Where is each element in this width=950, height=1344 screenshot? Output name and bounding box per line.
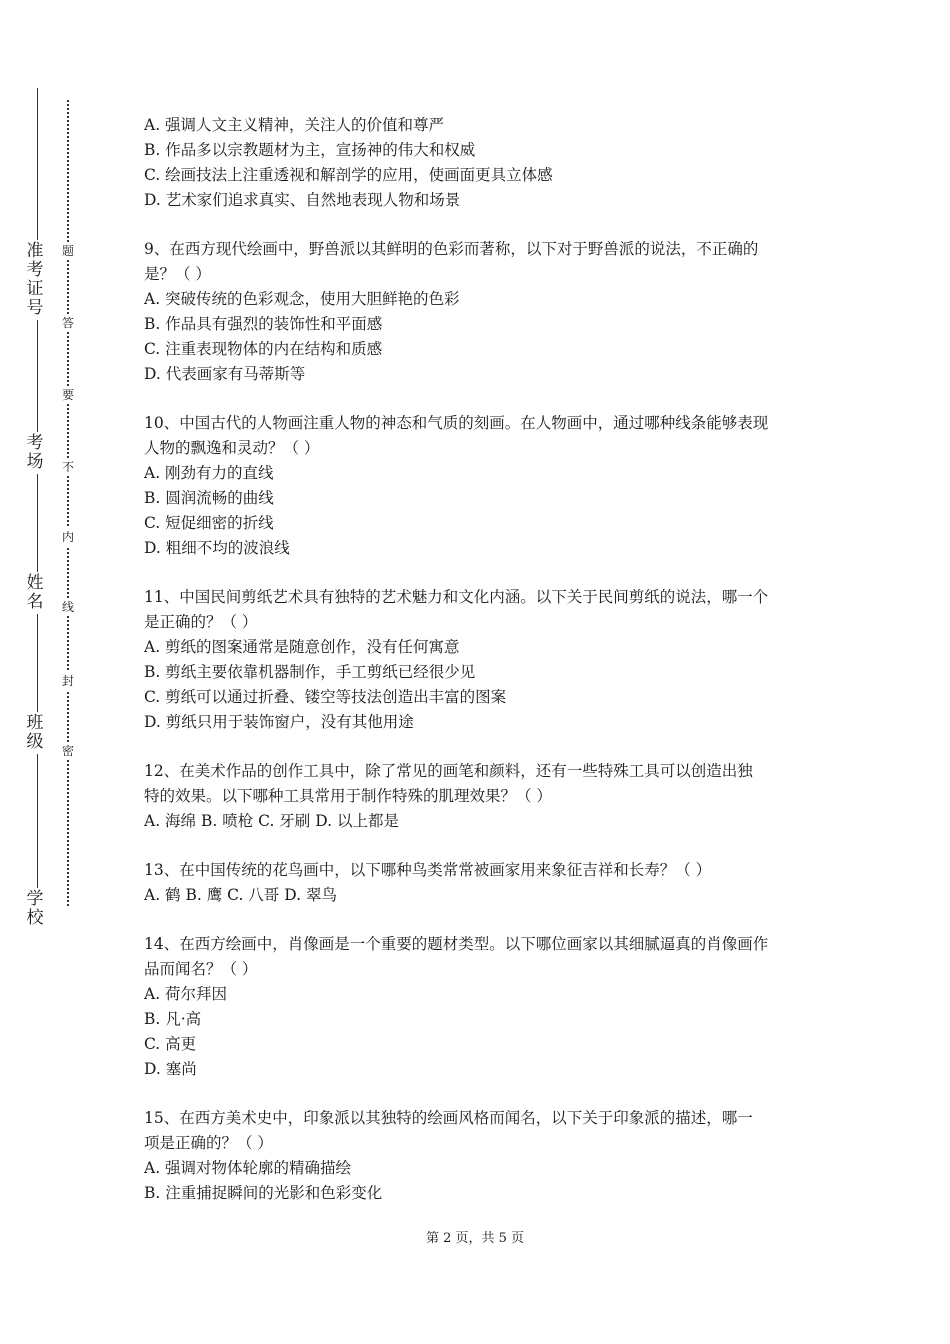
- option-line: D. 剪纸只用于装饰窗户，没有其他用途: [144, 713, 414, 731]
- option-line: A. 荷尔拜因: [144, 985, 228, 1003]
- seal-char: 答: [58, 314, 78, 332]
- option-line: B. 作品多以宗教题材为主，宣扬神的伟大和权威: [144, 141, 476, 159]
- question-stem-line: 是正确的？（ ）: [144, 613, 258, 631]
- question-stem-line: 9、在西方现代绘画中，野兽派以其鲜明的色彩而著称，以下对于野兽派的说法，不正确的: [144, 240, 759, 258]
- field-label-name: 姓名: [20, 572, 50, 614]
- option-line: A. 强调对物体轮廓的精确描绘: [144, 1159, 352, 1177]
- option-line: B. 凡·高: [144, 1010, 202, 1028]
- question-stem-line: 是？（ ）: [144, 265, 211, 283]
- option-line: C. 短促细密的折线: [144, 514, 274, 532]
- option-line: C. 绘画技法上注重透视和解剖学的应用，使画面更具立体感: [144, 166, 553, 184]
- seal-char: 不: [58, 458, 78, 476]
- option-line: D. 塞尚: [144, 1060, 197, 1078]
- option-line: C. 高更: [144, 1035, 197, 1053]
- option-line: C. 注重表现物体的内在结构和质感: [144, 340, 383, 358]
- seal-char: 密: [58, 742, 78, 760]
- option-line: B. 圆润流畅的曲线: [144, 489, 274, 507]
- option-line: A. 鹤 B. 鹰 C. 八哥 D. 翠鸟: [144, 886, 337, 904]
- seal-char: 内: [58, 528, 78, 546]
- question-10: [144, 411, 816, 561]
- option-line: A. 突破传统的色彩观念，使用大胆鲜艳的色彩: [144, 290, 460, 308]
- question-stem-line: 人物的飘逸和灵动？（ ）: [144, 439, 320, 457]
- option-line: B. 剪纸主要依靠机器制作，手工剪纸已经很少见: [144, 663, 476, 681]
- option-line: A. 刚劲有力的直线: [144, 464, 274, 482]
- option-line: A. 海绵 B. 喷枪 C. 牙刷 D. 以上都是: [144, 812, 399, 830]
- question-stem-line: 项是正确的？（ ）: [144, 1134, 273, 1152]
- question-11: [144, 585, 816, 735]
- binding-solid-line: [37, 88, 38, 928]
- seal-char: 线: [58, 598, 78, 616]
- seal-char: 要: [58, 386, 78, 404]
- seal-char: 封: [58, 672, 78, 690]
- q8-options: [144, 113, 816, 213]
- question-13: [144, 858, 816, 908]
- option-line: D. 粗细不均的波浪线: [144, 539, 290, 557]
- field-label-admission-number: 准考证号: [20, 240, 50, 320]
- option-line: D. 代表画家有马蒂斯等: [144, 365, 306, 383]
- question-14: [144, 932, 816, 1082]
- question-stem-line: 13、在中国传统的花鸟画中，以下哪种鸟类常常被画家用来象征吉祥和长寿？（ ）: [144, 861, 712, 879]
- question-stem-line: 14、在西方绘画中，肖像画是一个重要的题材类型。以下哪位画家以其细腻逼真的肖像画作: [144, 935, 769, 953]
- question-15: [144, 1106, 816, 1206]
- option-line: D. 艺术家们追求真实、自然地表现人物和场景: [144, 191, 461, 209]
- binding-margin: [0, 0, 110, 1344]
- question-content: [144, 113, 816, 1206]
- option-line: B. 作品具有强烈的装饰性和平面感: [144, 315, 383, 333]
- option-line: A. 剪纸的图案通常是随意创作，没有任何寓意: [144, 638, 460, 656]
- question-stem-line: 特的效果。以下哪种工具常用于制作特殊的肌理效果？（ ）: [144, 787, 552, 805]
- option-line: A. 强调人文主义精神，关注人的价值和尊严: [144, 116, 445, 134]
- question-stem-line: 品而闻名？（ ）: [144, 960, 258, 978]
- binding-dotted-line: [67, 100, 69, 906]
- option-line: B. 注重捕捉瞬间的光影和色彩变化: [144, 1184, 383, 1202]
- question-stem-line: 11、中国民间剪纸艺术具有独特的艺术魅力和文化内涵。以下关于民间剪纸的说法，哪一个: [144, 588, 769, 606]
- option-line: C. 剪纸可以通过折叠、镂空等技法创造出丰富的图案: [144, 688, 507, 706]
- field-label-class: 班级: [20, 712, 50, 754]
- field-label-school: 学校: [20, 888, 50, 930]
- question-12: [144, 759, 816, 834]
- question-stem-line: 12、在美术作品的创作工具中，除了常见的画笔和颜料，还有一些特殊工具可以创造出独: [144, 762, 753, 780]
- question-stem-line: 10、中国古代的人物画注重人物的神态和气质的刻画。在人物画中，通过哪种线条能够表现: [144, 414, 769, 432]
- field-label-exam-room: 考场: [20, 432, 50, 474]
- question-9: [144, 237, 816, 387]
- page-footer: 第 2 页，共 5 页: [425, 1231, 525, 1246]
- question-stem-line: 15、在西方美术史中，印象派以其独特的绘画风格而闻名，以下关于印象派的描述，哪一: [144, 1109, 753, 1127]
- seal-char: 题: [58, 242, 78, 260]
